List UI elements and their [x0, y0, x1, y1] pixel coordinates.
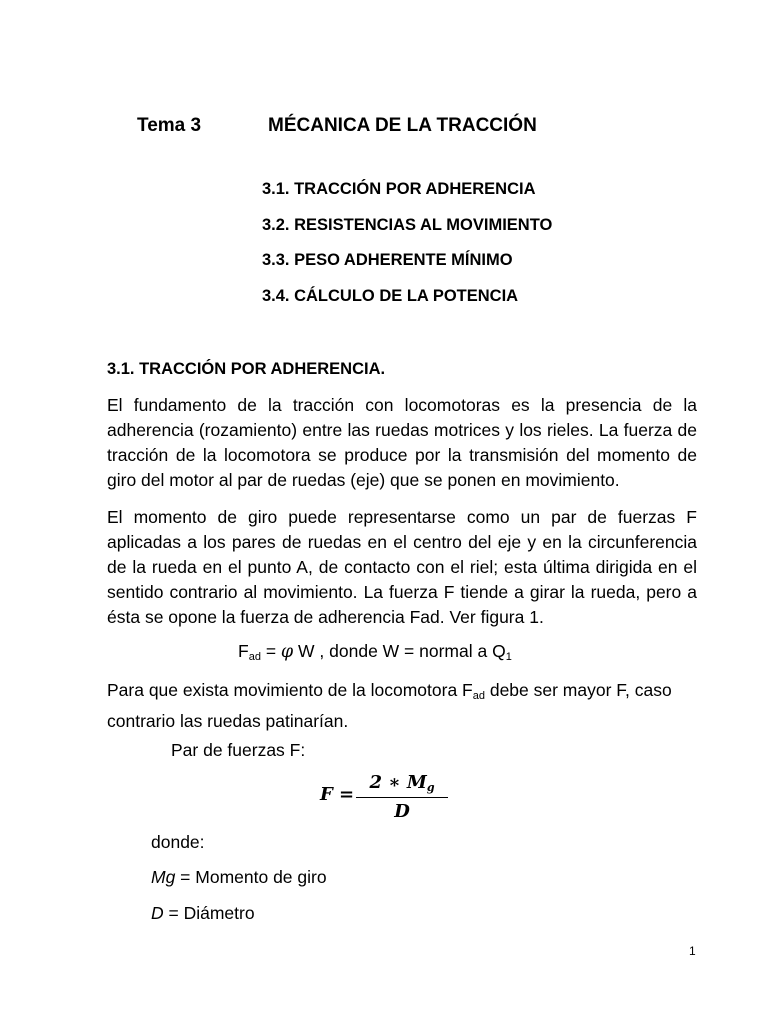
eq-f-symbol: F — [238, 641, 249, 661]
page-number: 1 — [689, 944, 696, 958]
definition-d — [151, 903, 255, 924]
eq-rest: W , donde W = normal a Q — [293, 641, 506, 661]
definition-mg-text: = Momento de giro — [175, 867, 327, 887]
definition-mg-symbol: Mg — [151, 867, 176, 887]
formula-fraction — [352, 770, 452, 825]
paragraph-condition — [107, 678, 697, 734]
formula-numerator-sub: g — [426, 781, 435, 794]
condition-text-b: debe ser mayor F, caso contrario las ruedas patinarían. — [107, 680, 672, 731]
condition-subscript: ad — [472, 690, 485, 702]
paragraph-moment: El momento de giro puede representarse como un par de fuerzas F aplicadas a los pares de ruedas en el centro del eje y en la circunferencia de la rueda en el punto A, de contacto con el riel; esta última dirigida en el sentido contrario al movimiento. La fuerza F tiende a girar la rueda, pero a ésta se opone la fuerza de adherencia Fad. Ver figura 1. — [107, 507, 697, 627]
condition-text-a: Para que exista movimiento de la locomotora F — [107, 680, 473, 700]
eq-equals: = — [260, 641, 281, 661]
adherence-equation — [238, 641, 512, 663]
formula-numerator-text: 2 ∗ M — [369, 772, 427, 793]
subsection-item: 3.4. CÁLCULO DE LA POTENCIA — [262, 287, 519, 305]
formula-denominator-text: D — [394, 801, 410, 822]
formula-numerator — [352, 770, 452, 796]
section-heading: 3.1. TRACCIÓN POR ADHERENCIA. — [107, 360, 386, 378]
phi-symbol: φ — [280, 642, 294, 662]
definition-d-symbol: D — [151, 903, 164, 923]
definition-mg — [151, 867, 327, 888]
subsection-item: 3.3. PESO ADHERENTE MÍNIMO — [262, 251, 513, 269]
formula-denominator — [352, 799, 452, 825]
force-formula — [300, 770, 480, 830]
definitions-label: donde: — [151, 832, 205, 852]
subsection-item: 3.2. RESISTENCIAS AL MOVIMIENTO — [262, 216, 553, 234]
eq-f-subscript: ad — [248, 651, 261, 663]
definition-d-text: = Diámetro — [163, 903, 255, 923]
fraction-bar — [356, 797, 448, 798]
eq-q-subscript: 1 — [505, 651, 512, 663]
formula-lhs: F = — [320, 784, 355, 805]
paragraph-intro: El fundamento de la tracción con locomotoras es la presencia de la adherencia (rozamiento) entre las ruedas motrices y los rieles. La fuerza de tracción de la locomotora se produce por la transmisión del momento de giro del motor al par de ruedas (eje) que se ponen en movimiento. — [107, 395, 697, 490]
topic-number: Tema 3 — [137, 115, 202, 136]
subsection-item: 3.1. TRACCIÓN POR ADHERENCIA — [262, 180, 536, 198]
page-title: MÉCANICA DE LA TRACCIÓN — [268, 115, 537, 136]
force-pair-label: Par de fuerzas F: — [171, 740, 306, 760]
